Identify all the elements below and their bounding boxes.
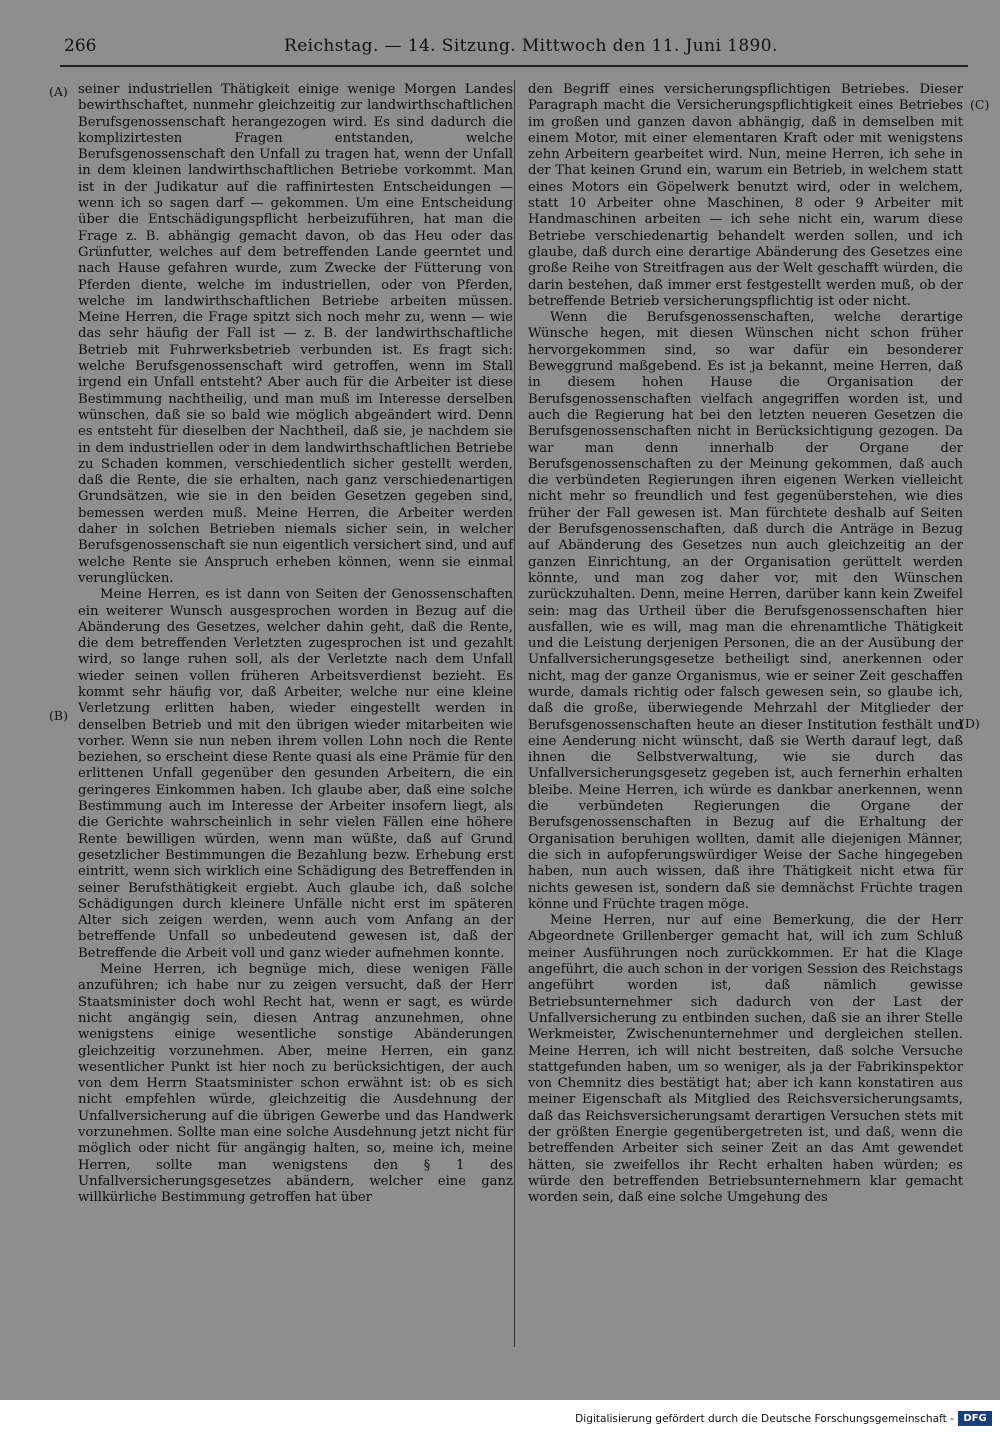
paragraph: Meine Herren, es ist dann von Seiten der Genossenschaften ein weiterer Wunsch ausgesprochen worden in Bezug auf die Abänderung des Gesetzes, welcher dahin geht, daß die Rente, die dem betreffenden Verletzten zugesprochen ist und gezahlt wird, so lange ruhen soll, als der Verletzte nach dem Unfall wieder seinen vollen früheren Arbeitsverdienst bezieht. Es kommt sehr häufig vor, daß Arbeiter, welche nur eine kleine Verletzung erlitten haben, wieder eingestellt werden in denselben Betrieb und mit den übrigen wieder mitarbeiten wie vorher. Wenn sie nun neben ihrem vollen Lohn noch die Rente beziehen, so erscheint diese Rente quasi als eine Prämie für den erlittenen Unfall gegenüber den gesunden Arbeitern, die ein geringeres Einkommen haben. Ich glaube aber, daß eine solche Bestimmung auch im Interesse der Arbeiter insofern liegt, als die Gerichte wahrscheinlich in sehr vielen Fällen eine höhere Rente bewilligen würden, wenn man wüßte, daß auf Grund gesetzlicher Bestimmungen die Bezahlung bezw. Erhebung erst eintritt, wenn sich wirklich eine Schädigung des Betreffenden in seiner Berufsthätigkeit ergiebt. Auch glaube ich, daß solche Schädigungen durch kleinere Unfälle nicht erst im späteren Alter sich zeigen werden, wenn auch vom Anfang an der betreffende Unfall so unbedeutend gewesen ist, daß der Betreffende die Arbeit voll und ganz wieder aufnehmen konnte. [78,587,513,961]
page-number: 266 [64,36,97,56]
right-column [528,82,963,1206]
column-divider [514,80,515,1347]
dfg-logo: DFG [958,1411,992,1426]
paragraph: Meine Herren, nur auf eine Bemerkung, die der Herr Abgeordnete Grillenberger gemacht hat, will ich zum Schluß meiner Ausführungen noch zurückkommen. Er hat die Klage angeführt, die auch schon in der vorigen Session des Reichstags angeführt worden ist, daß nämlich gewisse Betriebsunternehmer sich dadurch von der Last der Unfallversicherung zu entbinden suchen, daß sie an ihrer Stelle Werkmeister, Zwischenunternehmer und dergleichen stellen. Meine Herren, ich will nicht bestreiten, daß solche Versuche stattgefunden haben, um so weniger, als ja der Fabrikinspektor von Chemnitz dies bestätigt hat; aber ich kann konstatiren aus meiner Eigenschaft als Mitglied des Reichsversicherungsamts, daß das Reichsversicherungsamt derartigen Versuchen stets mit der größten Energie gegenübergetreten ist, und daß, wenn die betreffenden Arbeiter sich seiner Zeit an das Amt gewendet hätten, sie zweifellos ihr Recht erhalten haben würden; es würde den betreffenden Betriebsunternehmern klar gemacht worden sein, daß eine solche Umgehung des [528,913,963,1206]
paragraph: Meine Herren, ich begnüge mich, diese wenigen Fälle anzuführen; ich habe nur zu zeigen versucht, daß der Herr Staatsminister doch wohl Recht hat, wenn er sagt, es würde nicht angängig sein, diesen Antrag anzunehmen, ohne wenigstens einige wesentliche sonstige Abänderungen gleichzeitig vorzunehmen. Aber, meine Herren, ein ganz wesentlicher Punkt ist hier noch zu berücksichtigen, der auch von dem Herrn Staatsminister schon erwähnt ist: ob es sich nicht empfehlen würde, gleichzeitig die Ausdehnung der Unfallversicherung auf die übrigen Gewerbe und das Handwerk vorzunehmen. Sollte man eine solche Ausdehnung jetzt nicht für möglich oder nicht für angängig halten, so, meine ich, meine Herren, sollte man wenigstens den § 1 des Unfallversicherungsgesetzes abändern, welcher eine ganz willkürliche Bestimmung getroffen hat über [78,962,513,1206]
paragraph: Wenn die Berufsgenossenschaften, welche derartige Wünsche hegen, mit diesen Wünschen nicht schon früher hervorgekommen sind, so war dafür ein besonderer Beweggrund maßgebend. Es ist ja bekannt, meine Herren, daß in diesem hohen Hause die Organisation der Berufsgenossenschaften vielfach angegriffen worden ist, und auch die Regierung hat bei den letzten neueren Gesetzen die Berufsgenossenschaften nicht in Berücksichtigung gezogen. Da war man denn innerhalb der Organe der Berufsgenossenschaften zu der Meinung gekommen, daß auch die verbündeten Regierungen ihren eigenen Werken vielleicht nicht mehr so freundlich und fest gegenüberstehen, wie dies früher der Fall gewesen ist. Man fürchtete deshalb auf Seiten der Berufsgenossenschaften, daß durch die Anträge in Bezug auf Abänderung des Gesetzes nun auch gleichzeitig an der ganzen Einrichtung, an der Organisation gerüttelt werden könnte, und man zog daher vor, mit den Wünschen zurückzuhalten. Denn, meine Herren, darüber kann kein Zweifel sein: mag das Urtheil über die Berufsgenossenschaften hier ausfallen, wie es will, mag man die ehrenamtliche Thätigkeit und die Leistung derjenigen Personen, die an der Ausübung der Unfallversicherungsgesetze betheiligt sind, anerkennen oder nicht, mag der ganze Organismus, wie er seiner Zeit geschaffen wurde, damals richtig oder falsch gewesen sein, so glaube ich, daß die große, überwiegende Mehrzahl der Mitglieder der Berufsgenossenschaften heute an dieser Institution festhält und eine Aenderung nicht wünscht, daß sie Werth darauf legt, daß ihnen die Selbstverwaltung, wie sie durch das Unfallversicherungsgesetz gegeben ist, auch fernerhin erhalten bleibe. Meine Herren, ich würde es dankbar anerkennen, wenn die verbündeten Regierungen die Organe der Berufsgenossenschaften in Bezug auf die Erhaltung der Organisation beruhigen wollten, damit alle diejenigen Männer, die sich in aufopferungswürdiger Weise der Sache hingegeben haben, nun auch wissen, daß ihre Thätigkeit nicht etwa für nichts gewesen ist, sondern daß sie demnächst Früchte tragen könne und Früchte tragen möge. [528,310,963,912]
margin-mark-a: (A) [49,84,68,99]
margin-mark-c: (C) [970,97,990,112]
margin-mark-d: (D) [960,716,980,731]
paragraph: seiner industriellen Thätigkeit einige wenige Morgen Landes bewirthschaftet, nunmehr gleichzeitig zur landwirthschaftlichen Berufsgenossenschaft herangezogen wird. Es sind dadurch die komplizirtesten Fragen entstanden, welche Berufsgenossenschaft den Unfall zu tragen hat, wenn der Unfall in dem kleinen landwirthschaftlichen Betriebe vorkommt. Man ist in der Judikatur auf die raffinirtesten Entscheidungen — wenn ich so sagen darf — gekommen. Um eine Entscheidung über die Entschädigungspflicht herbeizuführen, hat man die Frage z. B. abhängig gemacht davon, ob das Heu oder das Grünfutter, welches auf dem betreffenden Lande geerntet und nach Hause gefahren wurde, zum Zwecke der Fütterung von Pferden diente, welche im industriellen, oder von Pferden, welche im landwirthschaftlichen Betriebe arbeiten müssen. Meine Herren, die Frage spitzt sich noch mehr zu, wenn — wie das sehr häufig der Fall ist — z. B. der landwirthschaftliche Betrieb mit Fuhrwerksbetrieb verbunden ist. Es fragt sich: welche Berufsgenossenschaft wird getroffen, wenn im Stall irgend ein Unfall entsteht? Aber auch für die Arbeiter ist diese Bestimmung nachtheilig, und man muß im Interesse derselben wünschen, daß sie so bald wie möglich abgeändert wird. Denn es entsteht für dieselben der Nachtheil, daß sie, je nachdem sie in dem industriellen oder in dem landwirthschaftlichen Betriebe zu Schaden kommen, verschiedentlich sicher gestellt werden, daß die Rente, die sie erhalten, nach ganz verschiedenartigen Grundsätzen, wie sie in den beiden Gesetzen gegeben sind, bemessen werden muß. Meine Herren, die Arbeiter werden daher in solchen Betrieben niemals sicher sein, in welcher Berufsgenossenschaft sie nun eigentlich versichert sind, und auf welche Rente sie Anspruch erheben können, wenn sie einmal verunglücken. [78,82,513,586]
digitization-credit: Digitalisierung gefördert durch die Deutsche Forschungsgemeinschaft - [575,1413,954,1425]
margin-mark-b: (B) [49,708,68,723]
paragraph: den Begriff eines versicherungspflichtigen Betriebes. Dieser Paragraph macht die Versicherungspflichtigkeit eines Betriebes im großen und ganzen davon abhängig, daß in demselben mit einem Motor, mit einer elementaren Kraft oder mit wenigstens zehn Arbeitern gearbeitet wird. Nun, meine Herren, ich sehe in der That keinen Grund ein, warum ein Betrieb, in welchem statt eines Motors ein Göpelwerk benutzt wird, oder in welchem, statt 10 Arbeiter ohne Maschinen, 8 oder 9 Arbeiter mit Handmaschinen arbeiten — ich sehe nicht ein, warum diese Betriebe verschiedenartig behandelt werden sollen, und ich glaube, daß durch eine derartige Abänderung des Gesetzes eine große Reihe von Streitfragen aus der Welt geschafft würden, die darin bestehen, daß immer erst festgestellt werden muß, ob der betreffende Betrieb versicherungspflichtig ist oder nicht. [528,82,963,309]
left-column [78,82,513,1206]
running-head: Reichstag. — 14. Sitzung. Mittwoch den 11. Juni 1890. [284,36,778,56]
header-rule [60,65,968,67]
